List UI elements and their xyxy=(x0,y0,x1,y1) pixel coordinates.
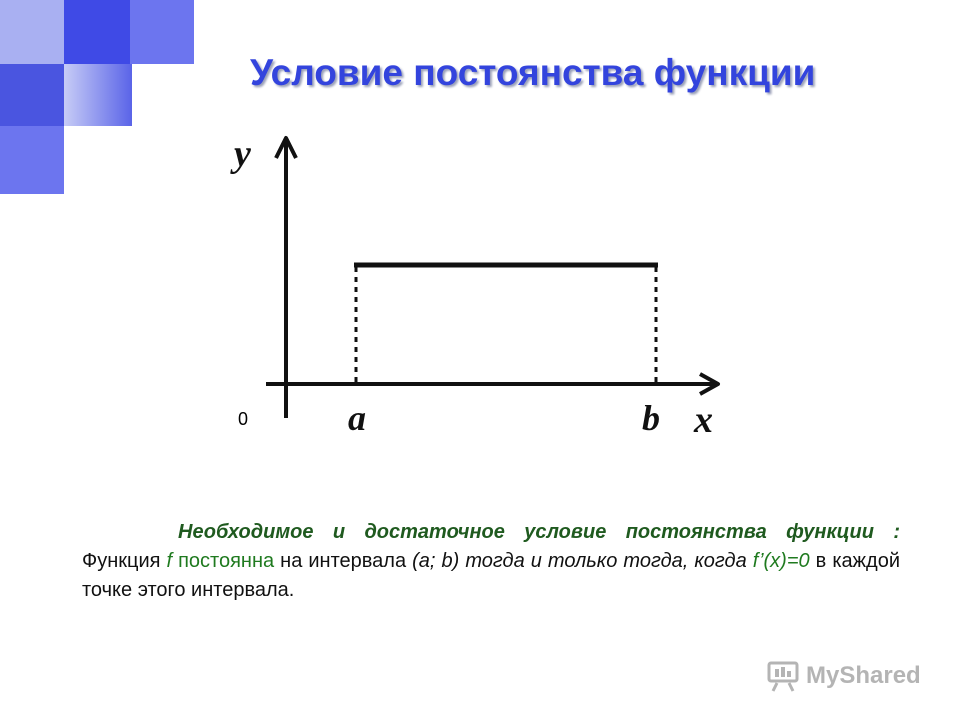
slide-title: Условие постоянства функции xyxy=(250,52,816,93)
text-span: в каждой точке этого интервала. xyxy=(82,550,900,601)
point-b-label: b xyxy=(642,398,660,438)
keyword-constant: постоянна xyxy=(172,550,275,572)
watermark-text: MyShared xyxy=(806,662,921,689)
watermark xyxy=(766,656,921,696)
theorem-heading: Необходимое и достаточное условие постоянства функции : xyxy=(178,521,900,543)
derivative-condition: f’(x)=0 xyxy=(752,550,810,572)
theorem-paragraph xyxy=(82,518,900,605)
point-a-label: a xyxy=(348,398,366,438)
origin-label: 0 xyxy=(238,409,249,429)
text-span: Функция xyxy=(82,550,167,572)
function-symbol: f xyxy=(166,550,173,572)
presentation-icon xyxy=(766,659,800,693)
y-axis-label: y xyxy=(234,133,251,175)
text-span: на интервала xyxy=(274,550,413,572)
x-axis-label: x xyxy=(694,399,713,441)
interval-condition: (a; b) тогда и только тогда, когда xyxy=(412,550,753,572)
